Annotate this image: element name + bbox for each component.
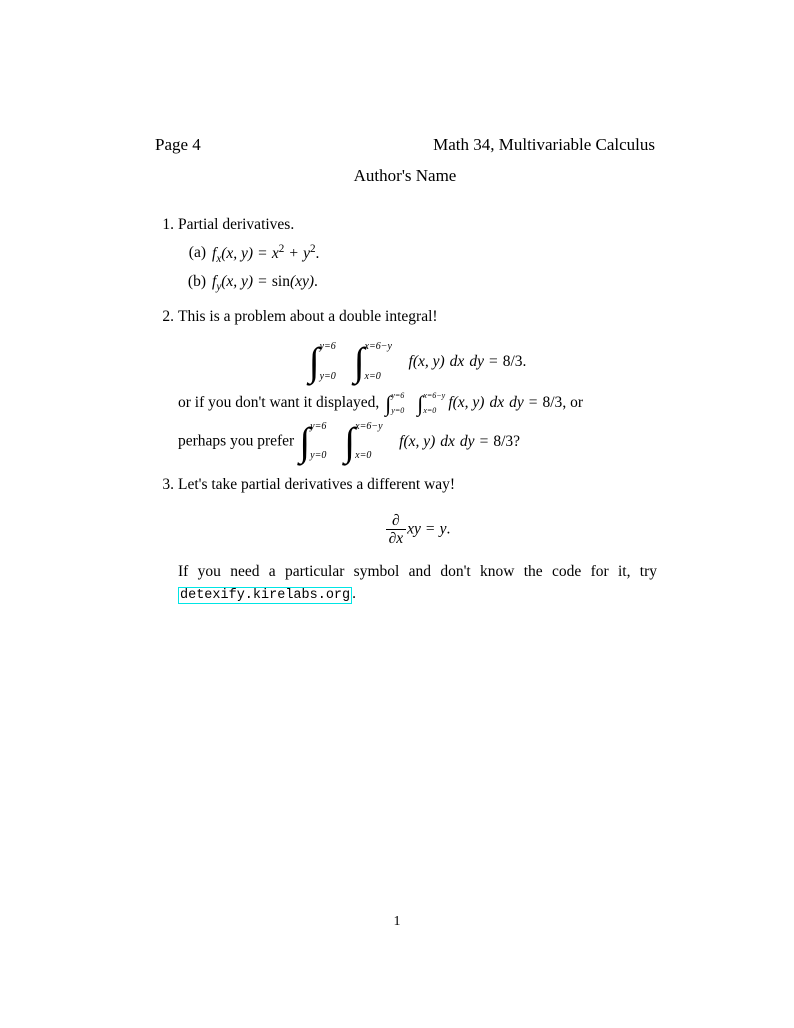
inner-upper-limit-prefer: x=6−y xyxy=(355,420,383,432)
displayed-value: 8/3 xyxy=(502,353,523,370)
inner-lower-limit-inline: x=0 xyxy=(423,406,437,416)
fx-plus: + xyxy=(289,245,299,263)
sub-list-1 xyxy=(178,242,657,296)
partial-terminator: . xyxy=(446,520,451,538)
fy-function-name: f xyxy=(212,273,217,291)
integral-glyph-inner-prefer: ∫ xyxy=(344,418,356,464)
displayed-integral-equation xyxy=(308,339,527,384)
fy-equals: = xyxy=(258,273,267,291)
enumerated-list xyxy=(152,214,657,606)
fx-arguments: (x, y) xyxy=(221,245,254,263)
prefer-terminator: ? xyxy=(513,432,521,450)
footer-page-number: 1 xyxy=(393,914,401,929)
outer-upper-limit-inline: y=6 xyxy=(391,390,405,400)
partial-equals: = xyxy=(425,520,435,538)
outer-integral-limits-inline xyxy=(391,390,415,416)
list-item-2-text: This is a problem about a double integral! xyxy=(178,308,438,325)
fy-subscript: y xyxy=(216,281,222,294)
document-body xyxy=(152,214,657,608)
sub-marker-b: (b) xyxy=(187,273,206,291)
closing-text-after: . xyxy=(352,585,357,603)
inner-integral-symbol-display xyxy=(353,339,397,384)
page-header xyxy=(155,135,655,155)
inner-integral-symbol-prefer xyxy=(344,418,387,464)
integral-glyph-outer-prefer: ∫ xyxy=(299,418,311,464)
header-left-page-label: Page 4 xyxy=(155,135,201,154)
fx-term2-exponent: 2 xyxy=(309,243,316,255)
fx-term1-exponent: 2 xyxy=(278,243,285,255)
inline-dy: dy xyxy=(509,394,524,411)
fx-equals: = xyxy=(258,245,267,263)
header-right-course-title: Math 34, Multivariable Calculus xyxy=(433,135,655,154)
list-item-1 xyxy=(152,214,657,296)
closing-text-before: If you need a particular symbol and don't know the code for it, try xyxy=(178,563,657,581)
outer-upper-limit: y=6 xyxy=(319,341,336,352)
list-item-2 xyxy=(152,306,657,462)
inner-integral-limits-inline xyxy=(423,390,447,416)
sub-item-b xyxy=(178,271,657,296)
equation-fy xyxy=(212,273,318,294)
sub-marker-a: (a) xyxy=(188,244,206,261)
fx-term1-base: x xyxy=(271,245,279,263)
outer-integral-limits-prefer xyxy=(310,422,342,462)
equation-fx xyxy=(212,243,320,266)
outer-lower-limit: y=0 xyxy=(319,370,336,382)
header-author-name: Author's Name xyxy=(353,166,457,185)
fx-period: . xyxy=(315,245,320,263)
displayed-integrand: f(x, y) xyxy=(408,353,445,370)
outer-upper-limit-prefer: y=6 xyxy=(310,420,327,432)
displayed-partial-derivative xyxy=(178,512,657,548)
fy-sin-operator: sin xyxy=(271,273,290,291)
sub-item-a xyxy=(178,242,657,268)
detexify-link[interactable]: detexify.kirelabs.org xyxy=(180,588,351,604)
inner-integral-limits xyxy=(365,342,397,382)
prefer-dy: dy xyxy=(459,432,475,450)
inner-integral-limits-prefer xyxy=(355,422,387,462)
inner-upper-limit-inline: x=6−y xyxy=(423,390,446,400)
outer-integral-symbol-inline xyxy=(385,392,415,414)
fx-term2-base: y xyxy=(303,245,310,263)
integral-glyph-outer-inline: ∫ xyxy=(385,390,392,416)
partial-fraction xyxy=(386,512,407,548)
displayed-integrand-group xyxy=(409,351,527,373)
prefer-dx: dx xyxy=(440,432,455,450)
outer-integral-symbol-display xyxy=(308,339,352,384)
fx-function-name: f xyxy=(212,245,217,263)
page-footer xyxy=(0,914,794,930)
outer-integral-symbol-prefer xyxy=(299,418,342,464)
inner-upper-limit: x=6−y xyxy=(364,341,392,352)
partial-numerator: ∂ xyxy=(392,511,400,529)
displayed-double-integral xyxy=(178,339,657,384)
displayed-dx: dx xyxy=(449,353,465,370)
displayed-equals: = xyxy=(488,353,498,370)
partial-operand: xy xyxy=(407,520,421,538)
list-marker-1: 1. xyxy=(162,216,174,233)
list-marker-2: 2. xyxy=(162,308,174,325)
list-item-3-text: Let's take partial derivatives a different way! xyxy=(178,475,456,493)
inline-paragraph-tail: , or xyxy=(562,394,583,411)
prefer-integral-equation xyxy=(299,418,521,464)
fy-period: . xyxy=(314,273,318,291)
fx-subscript: x xyxy=(216,253,222,266)
partial-denominator: ∂x xyxy=(386,529,407,547)
outer-lower-limit-inline: y=0 xyxy=(391,406,405,416)
outer-integral-limits xyxy=(320,342,352,382)
inline-value: 8/3 xyxy=(542,394,563,411)
closing-paragraph xyxy=(178,561,657,605)
integral-glyph-outer: ∫ xyxy=(308,339,320,384)
inline-dx: dx xyxy=(489,394,505,411)
inner-lower-limit-prefer: x=0 xyxy=(355,450,372,462)
inner-integral-symbol-inline xyxy=(417,392,447,414)
displayed-dy: dy xyxy=(469,353,484,370)
inline-integral-equation xyxy=(384,390,563,416)
list-item-3 xyxy=(152,474,657,606)
inline-integral-paragraph xyxy=(178,392,657,415)
prefer-integral-paragraph xyxy=(178,418,657,464)
fy-arguments: (x, y) xyxy=(221,273,254,291)
inner-lower-limit: x=0 xyxy=(364,370,381,382)
prefer-integrand: f(x, y) xyxy=(399,432,436,450)
prefer-equals: = xyxy=(479,432,489,450)
outer-lower-limit-prefer: y=0 xyxy=(310,450,327,462)
inline-equals: = xyxy=(528,394,538,411)
partial-result: y xyxy=(439,520,447,538)
prefer-paragraph-lead: perhaps you prefer xyxy=(178,432,295,450)
list-marker-3: 3. xyxy=(162,475,174,493)
inline-integrand: f(x, y) xyxy=(448,394,485,411)
inline-paragraph-lead: or if you don't want it displayed, xyxy=(178,394,380,411)
integral-glyph-inner: ∫ xyxy=(353,339,365,384)
fy-sin-arguments: (xy) xyxy=(289,273,315,291)
displayed-terminator: . xyxy=(522,353,527,370)
prefer-integrand-group xyxy=(399,431,520,453)
list-item-1-text: Partial derivatives. xyxy=(178,216,295,233)
integral-glyph-inner-inline: ∫ xyxy=(417,390,424,416)
partial-derivative-equation xyxy=(385,512,451,548)
prefer-value: 8/3 xyxy=(493,432,514,450)
